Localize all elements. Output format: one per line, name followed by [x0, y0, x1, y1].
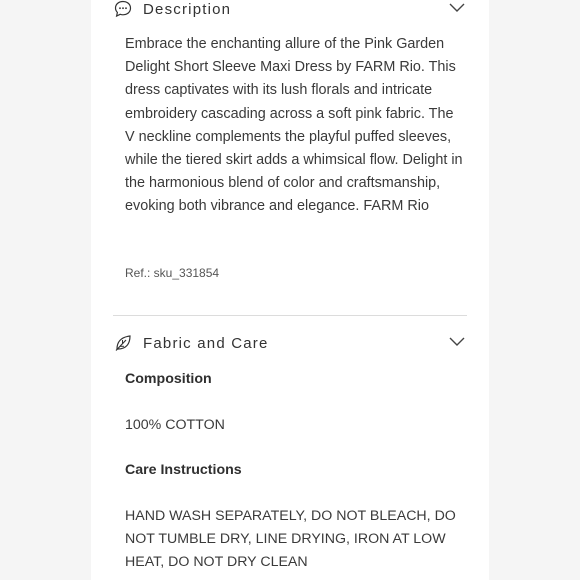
care-instructions-label: Care Instructions — [125, 462, 242, 478]
chat-bubble-icon — [113, 0, 133, 19]
description-accordion-header[interactable] — [113, 0, 467, 24]
chevron-down-icon[interactable] — [447, 332, 467, 352]
fabric-care-accordion-header[interactable] — [113, 328, 467, 358]
description-title: Description — [143, 0, 232, 18]
care-instructions-value: HAND WASH SEPARATELY, DO NOT BLEACH, DO NOT TUMBLE DRY, LINE DRYING, IRON AT LOW HEAT, DO NOT DRY CLEAN — [125, 508, 456, 571]
composition-label: Composition — [125, 371, 212, 387]
description-text: Embrace the enchanting allure of the Pink Garden Delight Short Sleeve Maxi Dress by FARM Rio. This dress captivates with its lush florals and intricate embroidery cascading across a soft pink fabric. The V neckline complements the playful puffed sleeves, while the tiered skirt adds a whimsical flow. Delight in the harmonious blend of color and craftsmanship, evoking both vibrance and elegance. FARM Rio — [125, 36, 463, 215]
product-details-panel — [91, 0, 489, 580]
chevron-down-icon[interactable] — [447, 0, 467, 18]
composition-value: 100% COTTON — [125, 417, 225, 433]
section-divider — [113, 315, 467, 316]
leaf-icon — [113, 333, 133, 353]
product-reference: Ref.: sku_331854 — [125, 266, 220, 280]
fabric-care-title: Fabric and Care — [143, 334, 269, 352]
